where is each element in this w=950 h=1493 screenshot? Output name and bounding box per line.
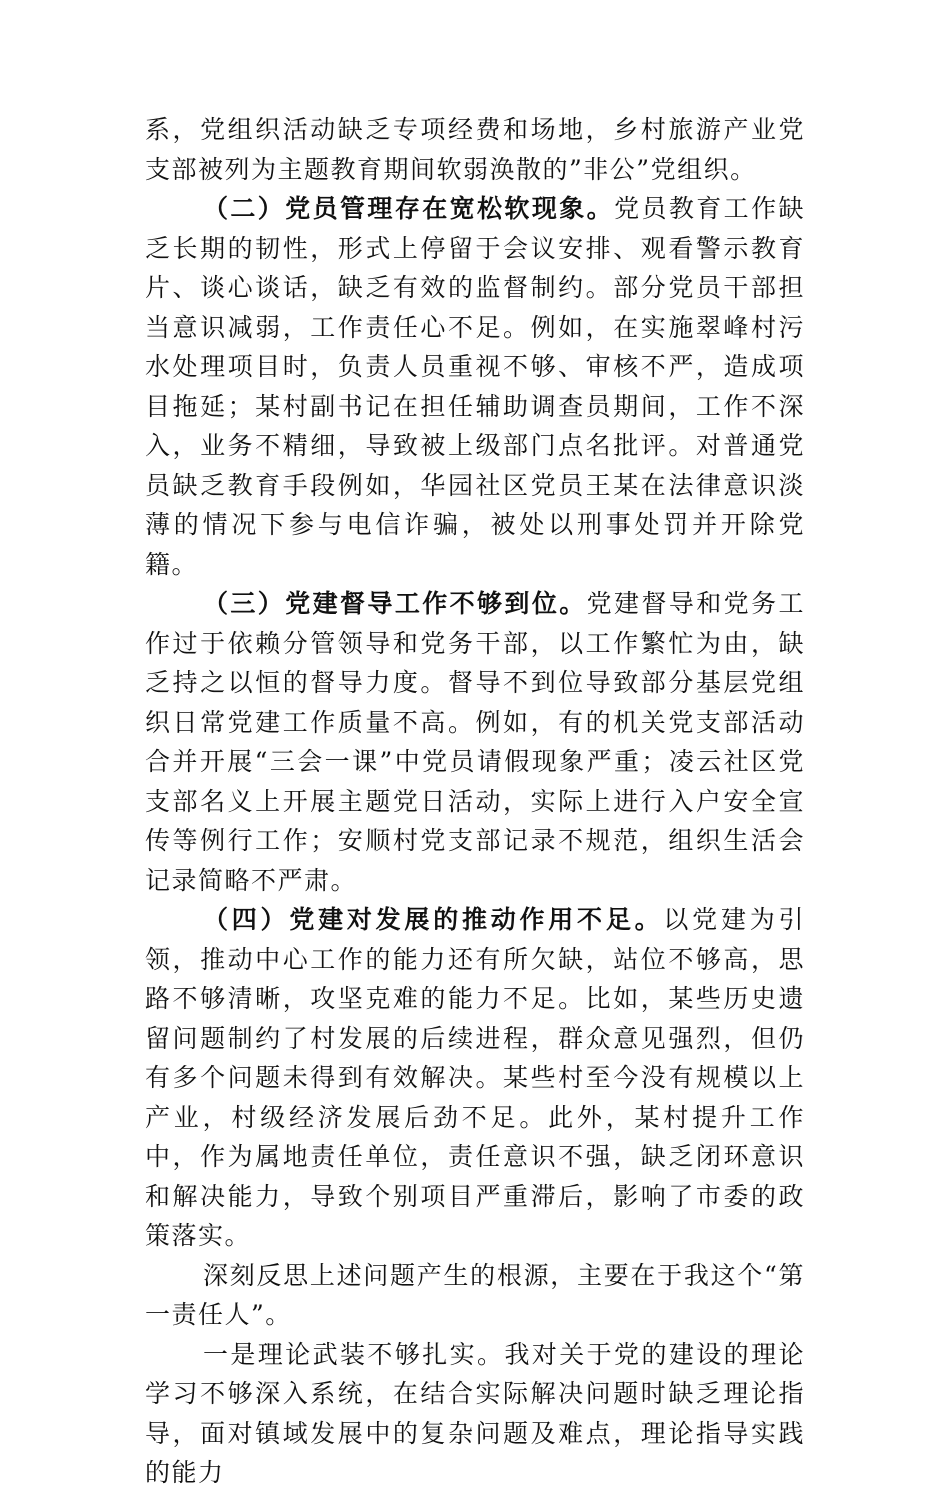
section-body-three: 党建督导和党务工作过于依赖分管领导和党务干部，以工作繁忙为由，缺乏持之以恒的督导力度。督导不到位导致部分基层党组织日常党建工作质量不高。例如，有的机关党支部活动合并开展“三会一课”中党员请假现象严重；凌云社区党支部名义上开展主题党日活动，实际上进行入户安全宣传等例行工作；安顺村党支部记录不规范，组织生活会记录简略不严肃。 (145, 589, 805, 895)
paragraph-theory: 一是理论武装不够扎实。我对关于党的建设的理论学习不够深入系统，在结合实际解决问题时缺乏理论指导，面对镇域发展中的复杂问题及难点，理论指导实践的能力 (145, 1339, 805, 1487)
paragraph-development (145, 900, 805, 1256)
paragraph-continuation: 系，党组织活动缺乏专项经费和场地，乡村旅游产业党支部被列为主题教育期间软弱涣散的”非公”党组织。 (145, 115, 805, 184)
paragraph-supervision (145, 584, 805, 900)
section-body-four: 以党建为引领，推动中心工作的能力还有所欠缺，站位不够高，思路不够清晰，攻坚克难的能力不足。比如，某些历史遗留问题制约了村发展的后续进程，群众意见强烈，但仍有多个问题未得到有效解决。某些村至今没有规模以上产业，村级经济发展后劲不足。此外，某村提升工作中，作为属地责任单位，责任意识不强，缺乏闭环意识和解决能力，导致个别项目严重滞后，影响了市委的政策落实。 (145, 905, 805, 1250)
document-page (145, 110, 805, 1493)
section-body-two: 党员教育工作缺乏长期的韧性，形式上停留于会议安排、观看警示教育片、谈心谈话，缺乏有效的监督制约。部分党员干部担当意识减弱，工作责任心不足。例如，在实施翠峰村污水处理项目时，负责人员重视不够、审核不严，造成项目拖延；某村副书记在担任辅助调查员期间，工作不深入，业务不精细，导致被上级部门点名批评。对普通党员缺乏教育手段例如，华园社区党员王某在法律意识淡薄的情况下参与电信诈骗，被处以刑事处罚并开除党籍。 (145, 194, 805, 579)
section-heading-three: （三）党建督导工作不够到位。 (203, 589, 587, 618)
section-heading-four: （四）党建对发展的推动作用不足。 (203, 905, 664, 934)
paragraph-root-cause: 深刻反思上述问题产生的根源，主要在于我这个“第一责任人”。 (145, 1260, 805, 1329)
section-heading-two: （二）党员管理存在宽松软现象。 (203, 194, 615, 223)
paragraph-party-member-management (145, 189, 805, 584)
